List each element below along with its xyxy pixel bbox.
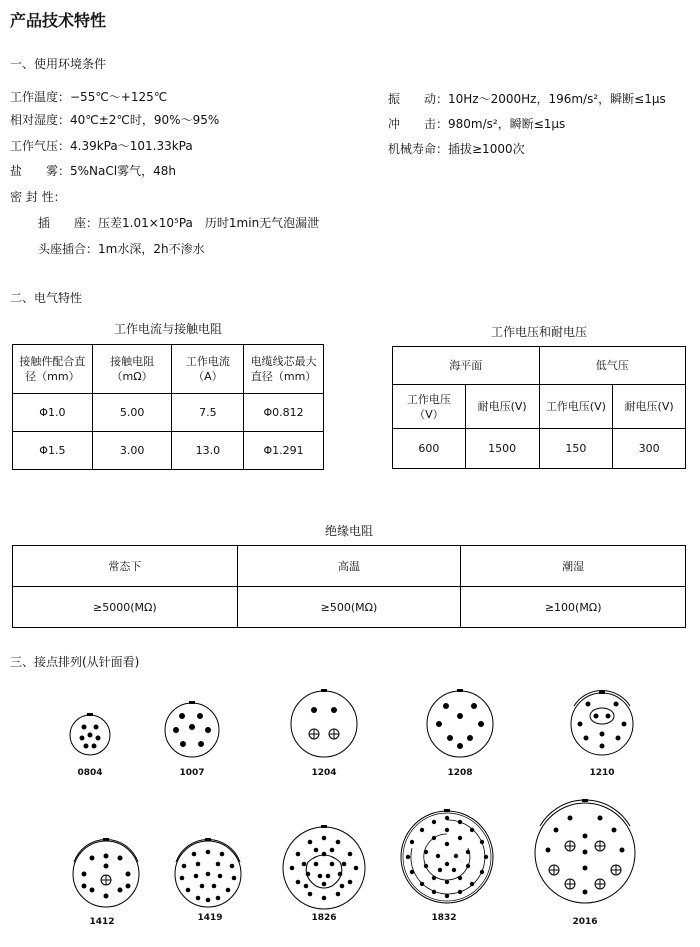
table2-cell: 300: [613, 429, 686, 469]
table2-cell: 150: [539, 429, 613, 469]
connector-1412-diagram: [70, 832, 142, 912]
table-row: [13, 587, 686, 628]
table2-group-sea-level: 海平面: [393, 347, 540, 385]
voltage-table: [392, 346, 686, 469]
table1-header-cable: 电缆线芯最大直径（mm）: [244, 345, 324, 394]
table2-caption: 工作电压和耐电压: [490, 325, 587, 339]
current-resistance-table: [12, 344, 324, 470]
table2-subheader: 工作电压(V): [539, 385, 613, 429]
connector-label: 2016: [572, 917, 598, 927]
connector-2016-diagram: [530, 796, 640, 906]
section-heading-environment: 一、使用环境条件: [10, 57, 107, 71]
connector-label: 1419: [197, 913, 223, 923]
connector-label: 1412: [89, 917, 115, 927]
connector-label: 1210: [589, 768, 615, 778]
table1-cell: 5.00: [92, 394, 172, 432]
connector-label: 1826: [311, 913, 337, 923]
table3-header: 常态下: [13, 546, 238, 587]
table1-header-resistance: 接触电阻（mΩ）: [92, 345, 172, 394]
table3-cell: ≥500(MΩ): [237, 587, 461, 628]
connector-1007-diagram: [162, 700, 222, 760]
connector-0804-diagram: [67, 712, 113, 758]
env-line-seal-mated: 头座插合：1m水深，2h不渗水: [38, 242, 205, 256]
table1-cell: Φ1.5: [13, 432, 93, 470]
env-line-seal-socket: 插 座：压差1.01×10⁵Pa 历时1min无气泡漏泄: [38, 216, 320, 230]
table-row: [13, 432, 324, 470]
connector-label: 0804: [77, 768, 103, 778]
table3-cell: ≥100(MΩ): [461, 587, 686, 628]
table1-cell: Φ1.0: [13, 394, 93, 432]
table1-cell: 3.00: [92, 432, 172, 470]
table2-cell: 1500: [465, 429, 539, 469]
table1-caption: 工作电流与接触电阻: [113, 322, 222, 336]
table2-cell: 600: [393, 429, 466, 469]
env-line-salt-fog: 盐 雾：5%NaCl雾气，48h: [10, 164, 176, 178]
connector-label: 1204: [311, 768, 337, 778]
table1-cell: 13.0: [172, 432, 244, 470]
table3-caption: 绝缘电阻: [324, 524, 373, 538]
table-row: [13, 394, 324, 432]
env-line-humidity: 相对湿度：40℃±2℃时，90%～95%: [10, 113, 220, 127]
env-line-sealing: 密 封 性：: [10, 190, 66, 204]
connector-1210-diagram: [566, 688, 638, 760]
table3-header: 潮湿: [461, 546, 686, 587]
table3-cell: ≥5000(MΩ): [13, 587, 238, 628]
table3-header: 高温: [237, 546, 461, 587]
connector-1826-diagram: [280, 824, 368, 912]
table1-cell: 7.5: [172, 394, 244, 432]
env-line-pressure: 工作气压：4.39kPa～101.33kPa: [10, 139, 193, 153]
connector-1832-diagram: [398, 808, 496, 906]
connector-1419-diagram: [172, 832, 244, 912]
table2-group-low-pressure: 低气压: [539, 347, 685, 385]
env-line-mechanical-life: 机械寿命：插拔≥1000次: [388, 142, 525, 156]
page-title: 产品技术特性: [10, 11, 107, 30]
section-heading-contacts: 三、接点排列(从针面看): [10, 655, 140, 669]
table1-cell: Φ1.291: [244, 432, 324, 470]
table2-subheader: 耐电压(V): [613, 385, 686, 429]
table-row: [393, 429, 686, 469]
env-line-shock: 冲 击：980m/s²，瞬断≤1μs: [388, 117, 566, 131]
connector-label: 1208: [447, 768, 473, 778]
connector-label: 1007: [179, 768, 205, 778]
table2-subheader: 耐电压(V): [465, 385, 539, 429]
section-heading-electrical: 二、电气特性: [10, 291, 83, 305]
connector-label: 1832: [431, 913, 457, 923]
connector-1208-diagram: [424, 688, 496, 760]
connector-1204-diagram: [288, 688, 360, 760]
table1-cell: Φ0.812: [244, 394, 324, 432]
table1-header-current: 工作电流（A）: [172, 345, 244, 394]
env-line-vibration: 振 动：10Hz～2000Hz，196m/s²，瞬断≤1μs: [388, 92, 666, 106]
env-line-temperature: 工作温度：−55℃～+125℃: [10, 90, 168, 104]
insulation-table: [12, 545, 686, 628]
table1-header-diameter: 接触件配合直径（mm）: [13, 345, 93, 394]
table2-subheader: 工作电压（V）: [393, 385, 466, 429]
